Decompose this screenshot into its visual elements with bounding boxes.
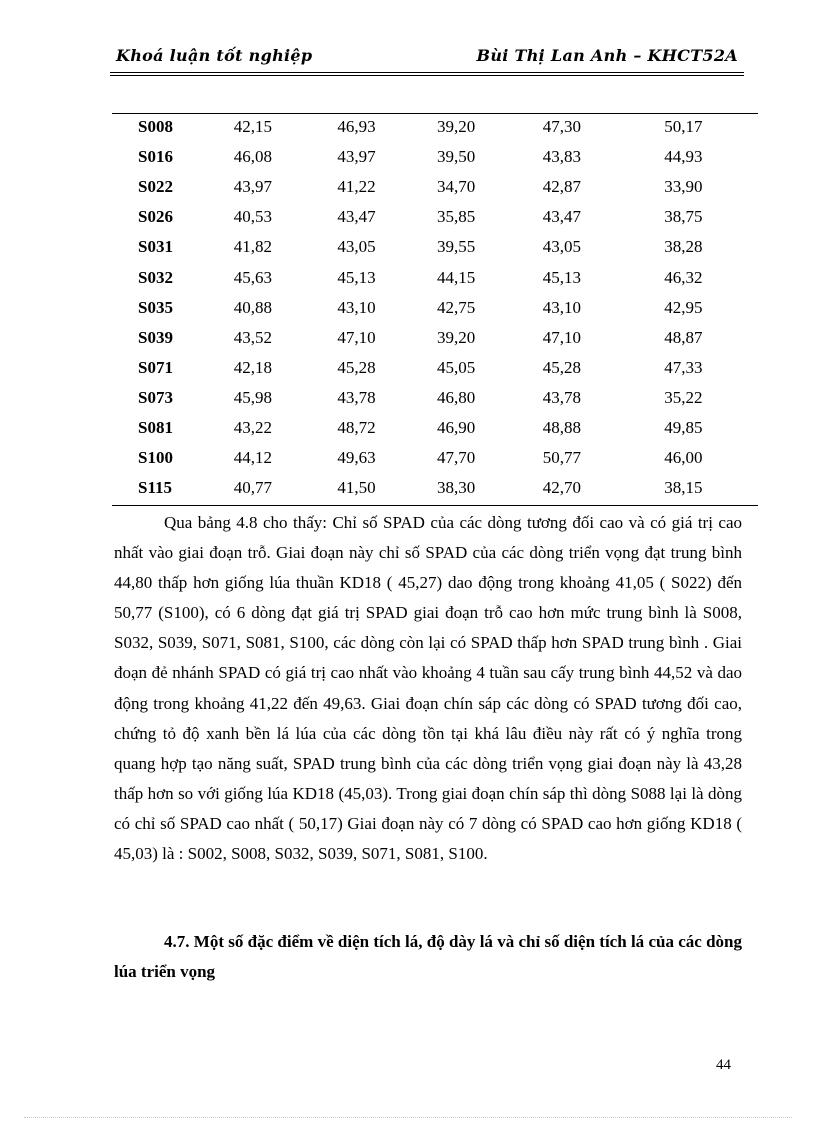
- row-value: 46,32: [664, 267, 703, 287]
- row-value: 46,00: [664, 448, 703, 468]
- row-value: 47,10: [542, 327, 581, 347]
- row-code: S081: [138, 417, 173, 437]
- row-value: 47,10: [337, 327, 376, 347]
- table-row: [112, 353, 758, 383]
- row-value: 39,50: [437, 147, 476, 167]
- row-value: 45,98: [233, 387, 272, 407]
- row-code: S022: [138, 177, 173, 197]
- row-code: S039: [138, 327, 173, 347]
- row-code: S035: [138, 297, 173, 317]
- row-value: 43,22: [233, 417, 272, 437]
- row-value: 41,22: [337, 177, 376, 197]
- row-value: 43,83: [542, 147, 581, 167]
- row-value: 47,33: [664, 357, 703, 377]
- table-bottom-rule: [112, 505, 758, 506]
- row-value: 43,05: [542, 237, 581, 257]
- row-value: 46,90: [437, 417, 476, 437]
- row-value: 43,10: [542, 297, 581, 317]
- header-rule: [110, 72, 744, 73]
- header-thesis-label: Khoá luận tốt nghiệp: [116, 46, 313, 65]
- header-author: Bùi Thị Lan Anh – KHCT52A: [476, 46, 738, 65]
- row-value: 46,93: [337, 117, 376, 137]
- row-code: S008: [138, 117, 173, 137]
- row-value: 41,50: [337, 478, 376, 498]
- row-value: 44,12: [233, 448, 272, 468]
- table-row: [112, 202, 758, 232]
- row-value: 39,55: [437, 237, 476, 257]
- row-value: 45,13: [542, 267, 581, 287]
- row-code: S100: [138, 448, 173, 468]
- row-value: 42,95: [664, 297, 703, 317]
- row-value: 45,13: [337, 267, 376, 287]
- row-value: 48,88: [542, 417, 581, 437]
- row-value: 43,05: [337, 237, 376, 257]
- row-value: 42,15: [233, 117, 272, 137]
- row-value: 42,87: [542, 177, 581, 197]
- table-row: [112, 112, 758, 142]
- row-value: 43,97: [337, 147, 376, 167]
- row-value: 43,97: [233, 177, 272, 197]
- row-value: 42,75: [437, 297, 476, 317]
- row-value: 50,17: [664, 117, 703, 137]
- row-code: S115: [138, 478, 173, 498]
- row-code: S016: [138, 147, 173, 167]
- row-code: S031: [138, 237, 173, 257]
- spad-table: [112, 112, 758, 503]
- table-row: [112, 142, 758, 172]
- row-value: 35,22: [664, 387, 703, 407]
- row-value: 40,53: [233, 207, 272, 227]
- row-value: 50,77: [542, 448, 581, 468]
- row-value: 39,20: [437, 117, 476, 137]
- row-value: 45,63: [233, 267, 272, 287]
- table-row: [112, 413, 758, 443]
- row-value: 33,90: [664, 177, 703, 197]
- row-code: S026: [138, 207, 173, 227]
- table-row: [112, 232, 758, 262]
- row-value: 43,52: [233, 327, 272, 347]
- row-value: 41,82: [233, 237, 272, 257]
- row-value: 34,70: [437, 177, 476, 197]
- row-value: 48,72: [337, 417, 376, 437]
- row-value: 48,87: [664, 327, 703, 347]
- page-header: [112, 44, 742, 74]
- table-row: [112, 473, 758, 503]
- table-row: [112, 293, 758, 323]
- row-value: 49,63: [337, 448, 376, 468]
- row-value: 38,30: [437, 478, 476, 498]
- row-value: 38,28: [664, 237, 703, 257]
- row-value: 43,78: [337, 387, 376, 407]
- table-row: [112, 383, 758, 413]
- row-value: 45,28: [337, 357, 376, 377]
- row-value: 43,78: [542, 387, 581, 407]
- row-value: 49,85: [664, 417, 703, 437]
- section-heading: 4.7. Một số đặc điểm về diện tích lá, độ dày lá và chỉ số diện tích lá của các dòng lúa triển vọng: [114, 932, 742, 982]
- row-value: 47,70: [437, 448, 476, 468]
- row-code: S032: [138, 267, 173, 287]
- row-value: 38,75: [664, 207, 703, 227]
- page-number: 44: [716, 1057, 731, 1073]
- table-row: [112, 323, 758, 353]
- row-value: 42,70: [542, 478, 581, 498]
- row-value: 45,28: [542, 357, 581, 377]
- header-rule-thin: [110, 75, 744, 76]
- row-value: 35,85: [437, 207, 476, 227]
- page-bottom-border: [24, 1117, 792, 1118]
- row-value: 44,15: [437, 267, 476, 287]
- row-value: 47,30: [542, 117, 581, 137]
- row-value: 40,77: [233, 478, 272, 498]
- row-value: 43,47: [337, 207, 376, 227]
- table-row: [112, 262, 758, 292]
- row-value: 46,08: [233, 147, 272, 167]
- row-value: 39,20: [437, 327, 476, 347]
- row-code: S071: [138, 357, 173, 377]
- table-row: [112, 172, 758, 202]
- row-value: 43,47: [542, 207, 581, 227]
- table-body: [112, 112, 758, 503]
- row-value: 45,05: [437, 357, 476, 377]
- row-code: S073: [138, 387, 173, 407]
- table-row: [112, 443, 758, 473]
- body-paragraph: Qua bảng 4.8 cho thấy: Chỉ số SPAD của các dòng tương đối cao và có giá trị cao nhất vào giai đoạn trỗ. Giai đoạn này chỉ số SPAD của các dòng triển vọng đạt trung bình 44,80 thấp hơn giống lúa thuần KD18 ( 45,27) dao động trong khoảng 41,05 ( S022) đến 50,77 (S100), có 6 dòng đạt giá trị SPAD giai đoạn trỗ cao hơn mức trung bình là S008, S032, S039, S071, S081, S100, các dòng còn lại có SPAD thấp hơn SPAD trung bình . Giai đoạn đẻ nhánh SPAD có giá trị cao nhất vào khoảng 4 tuần sau cấy trung bình 44,52 và dao động trong khoảng 41,22 đến 49,63. Giai đoạn chín sáp các dòng có SPAD tương đối cao, chứng tỏ độ xanh bền lá lúa của các dòng tồn tại khá lâu điều này rất có ý nghĩa trong quang hợp tạo năng suất, SPAD trung bình của các dòng triển vọng giai đoạn này là 43,28 thấp hơn so với giống lúa KD18 (45,03). Trong giai đoạn chín sáp thì dòng S088 lại là dòng có chỉ số SPAD cao nhất ( 50,17) Giai đoạn này có 7 dòng có SPAD cao hơn giống KD18 ( 45,03) là : S002, S008, S032, S039, S071, S081, S100.: [114, 513, 742, 864]
- row-value: 38,15: [664, 478, 703, 498]
- row-value: 44,93: [664, 147, 703, 167]
- row-value: 43,10: [337, 297, 376, 317]
- row-value: 40,88: [233, 297, 272, 317]
- row-value: 46,80: [437, 387, 476, 407]
- row-value: 42,18: [233, 357, 272, 377]
